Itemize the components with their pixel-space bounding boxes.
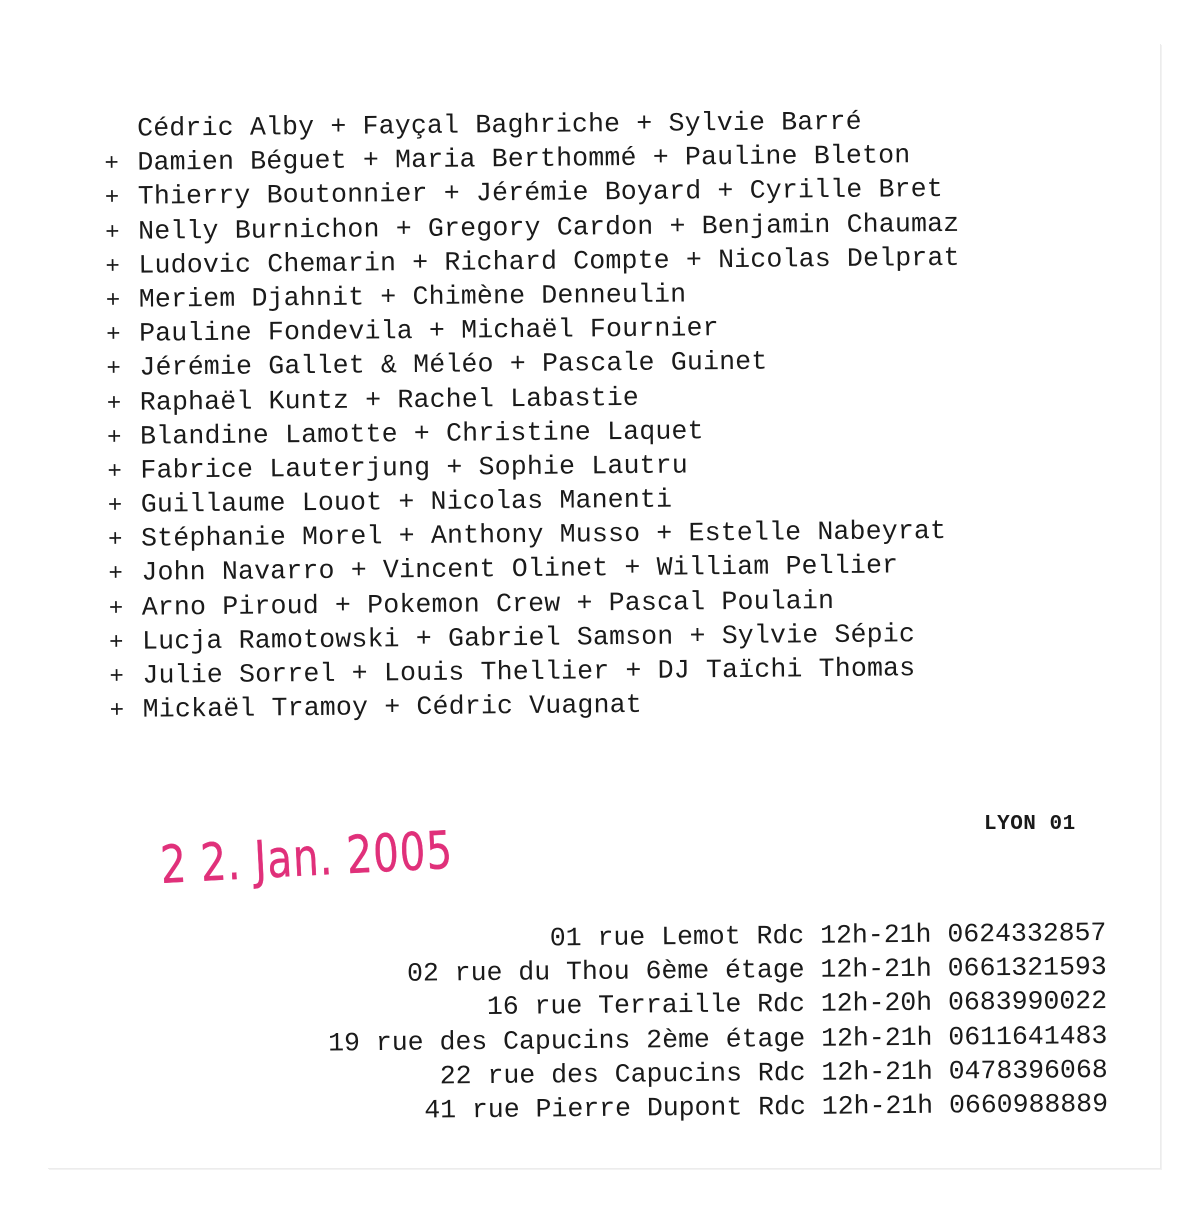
address-line: 02 rue du Thou 6ème étage 12h-21h 0661321593 xyxy=(406,952,1107,989)
artist-names: Pauline Fondevila + Michaël Fournier xyxy=(138,313,719,349)
plus-separator: + xyxy=(106,356,122,384)
artist-names: Nelly Burnichon + Gregory Cardon + Benjamin Chaumaz xyxy=(138,208,960,247)
plus-separator: + xyxy=(107,424,122,452)
artist-names: Jérémie Gallet & Méléo + Pascale Guinet xyxy=(139,346,768,383)
address-list xyxy=(327,916,1108,1129)
plus-separator: + xyxy=(106,321,121,350)
plus-separator: + xyxy=(104,151,120,179)
artist-names: Guillaume Louot + Nicolas Manenti xyxy=(140,484,673,520)
plus-separator: + xyxy=(106,390,122,418)
plus-separator: + xyxy=(107,492,123,521)
artist-names: Raphaël Kuntz + Rachel Labastie xyxy=(139,382,640,418)
address-line: 19 rue des Capucins 2ème étage 12h-21h 0611641483 xyxy=(327,1020,1108,1059)
plus-separator: + xyxy=(108,629,124,657)
artist-names: Mickaël Tramoy + Cédric Vuagnat xyxy=(142,690,643,725)
artist-names: Meriem Djahnit + Chimène Denneulin xyxy=(138,279,687,315)
artist-names: Arno Piroud + Pokemon Crew + Pascal Poulain xyxy=(141,585,835,623)
artist-names: Ludovic Chemarin + Richard Compte + Nicolas Delprat xyxy=(138,242,960,281)
artist-names: Thierry Boutonnier + Jérémie Boyard + Cyrille Bret xyxy=(137,174,944,213)
address-line: 22 rue des Capucins Rdc 12h-21h 0478396068 xyxy=(439,1054,1108,1092)
address-line: 41 rue Pierre Dupont Rdc 12h-21h 0660988889 xyxy=(423,1088,1108,1126)
plus-separator: + xyxy=(108,595,124,623)
artist-names: John Navarro + Vincent Olinet + William Pellier xyxy=(141,550,899,589)
plus-separator: + xyxy=(105,253,121,281)
plus-separator: + xyxy=(107,527,123,555)
artist-names: Blandine Lamotte + Christine Laquet xyxy=(139,415,704,452)
plus-separator: + xyxy=(108,561,124,589)
artist-names: Cédric Alby + Fayçal Baghriche + Sylvie Barré xyxy=(137,106,862,144)
artist-names: Damien Béguet + Maria Berthommé + Pauline Bleton xyxy=(137,140,911,178)
artist-names: Fabrice Lauterjung + Sophie Lautru xyxy=(140,450,689,486)
address-line: 01 rue Lemot Rdc 12h-21h 0624332857 xyxy=(549,917,1107,954)
plus-separator: + xyxy=(105,287,121,315)
plus-separator: + xyxy=(109,698,125,726)
city-label: LYON 01 xyxy=(984,813,1076,836)
plus-separator: + xyxy=(104,185,120,213)
artist-list xyxy=(104,104,964,728)
plus-separator: + xyxy=(107,458,123,486)
artist-names: Julie Sorrel + Louis Thellier + DJ Taïchi Thomas xyxy=(142,653,916,691)
date-stamp-text: 2 2. Jan. 2005 xyxy=(158,820,455,896)
address-line: 16 rue Terraille Rdc 12h-20h 0683990022 xyxy=(486,986,1107,1023)
plus-separator: + xyxy=(109,663,125,691)
plus-separator: + xyxy=(105,219,120,247)
artist-names: Lucja Ramotowski + Gabriel Samson + Sylvie Sépic xyxy=(141,619,916,657)
artist-names: Stéphanie Morel + Anthony Musso + Estelle Nabeyrat xyxy=(140,516,947,554)
